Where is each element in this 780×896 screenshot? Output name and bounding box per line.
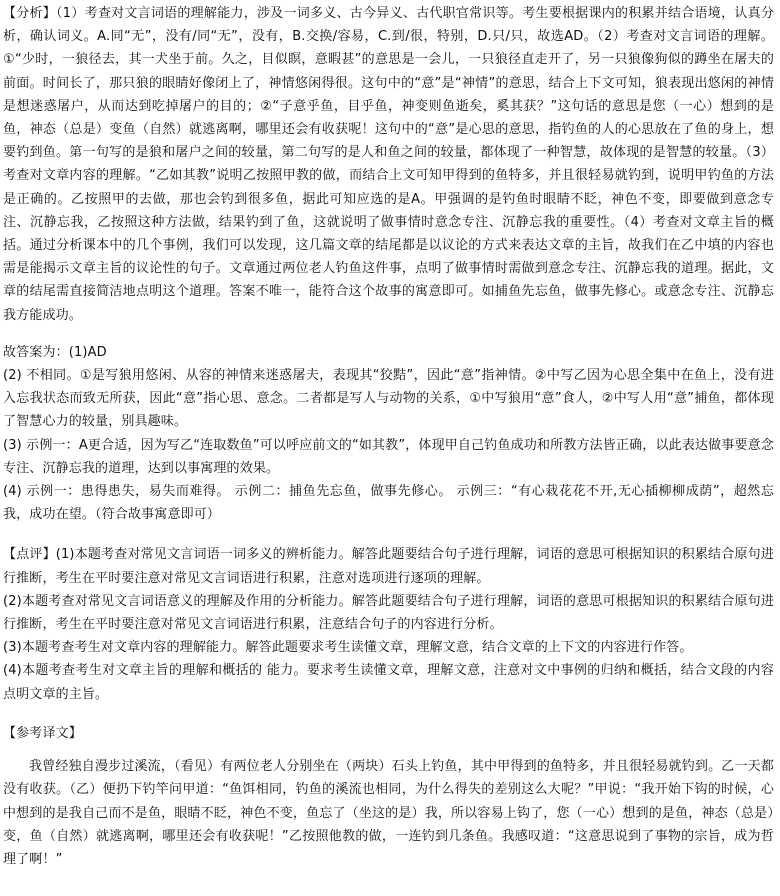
answer-part-4: (4) 示例一：患得患失，易失而难得。 示例二：捕鱼先忘鱼，做事先修心。 示例三：“有心栽花花不开,无心插柳柳成荫”，超然忘我，成功在望。（符合故事寓意即可） [3, 484, 774, 523]
answer-part-3: (3) 示例一：A更合适，因为写乙“连取数鱼”可以呼应前文的“如其教”，体现甲自己钓鱼成功和所教方法皆正确，以此表达做事要意念专注、沉静忘我的道理，达到以事寓理的效果。 [3, 437, 774, 476]
translation-heading: 【参考译文】 [3, 725, 82, 741]
answer-section [3, 341, 774, 527]
answer-summary: 故答案为：(1)AD [3, 344, 107, 360]
comment-part-4: (4)本题考查考生对文章主旨的理解和概括的 能力。要求考生读懂文章，理解文意，注意对文中事例的归纳和概括，结合文段的内容点明文章的主旨。 [3, 663, 774, 702]
comment-section [3, 543, 774, 705]
comment-part-2: (2)本题考查对常见文言词语意义的理解及作用的分析能力。解答此题要结合句子进行理解，词语的意思可根据知识的积累结合原句进行推断，考生在平时要注意对常见文言词语进行积累，注意结合句子的内容进行分析。 [3, 593, 774, 633]
translation-body: 我曾经独自漫步过溪流，（看见）有两位老人分别坐在（两块）石头上钓鱼，其中甲得到的鱼特多，并且很轻易就钓到。乙一天都没有收获。（乙）便扔下钓竿问甲道：“鱼饵相同，钓鱼的溪流也相同，为什么得失的差别这么大呢？”甲说：“我开始下钩的时候，心中想到的是我自己而不是鱼，眼睛不眨，神色不变，鱼忘了（坐这的是）我，所以容易上钩了，您（一心）想到的是鱼，神态（总是）变，鱼（自然）就逃离啊，哪里还会有收获呢！”乙按照他教的做，一连钓到几条鱼。我感叹道：“这意思说到了事物的宗旨，成为哲理了啊！” [3, 759, 774, 867]
translation-section [3, 722, 774, 871]
spacer [3, 327, 774, 341]
answer-part-2: (2) 不相同。①是写狼用悠闲、从容的神情来迷惑屠夫，表现其“狡黠”，因此“意”指神情。②中写乙因为心思全集中在鱼上，没有进入忘我状态而致无所获，因此“意”指心思、意念。二者都是写人与动物的关系，①中写狼用“意”食人，②中写人用“意”捕鱼，都体现了智慧心力的较量，别具趣味。 [3, 368, 774, 430]
analysis-paragraph: 【分析】（1）考查对文言词语的理解能力，涉及一词多义、古今异义、古代职官常识等。考生要根据课内的积累并结合语境，认真分析，确认词义。A.同“无”，没有/同“无”，没有，B.交换/容易，C.到/很，特别，D.只/只，故选AD。（2）考查对文言词语的理解。①“少时，一狼径去，其一犬坐于前。久之，目似瞑，意暇甚”的意思是一会儿，一只狼径直走开了，另一只狼像狗似的蹲坐在屠夫的前面。时间长了，那只狼的眼睛好像闭上了，神情悠闲得很。这句中的“意”是“神情”的意思，结合上下文可知，狼表现出悠闲的神情是想迷惑屠户，从而达到吃掉屠户的目的；②“子意乎鱼，目乎鱼，神变则鱼逝矣，奚其获？”这句话的意思是您（一心）想到的是鱼，神态（总是）变鱼（自然）就逃离啊，哪里还会有收获呢！这句中的“意”是心思的意思，指钓鱼的人的心思放在了鱼的身上，想要钓到鱼。第一句写的是狼和屠户之间的较量，第二句写的是人和鱼之间的较量，都体现了一种智慧，故体现的是智慧的较量。（3）考查对文章内容的理解。“乙如其教”说明乙按照甲教的做，而结合上文可知甲得到的鱼特多，并且很轻易就钓到，说明甲钓鱼的方法是正确的。乙按照甲的去做，那也会钓到很多鱼，据此可知应选的是A。甲强调的是钓鱼时眼睛不眨，神色不变，即要做到意念专注、沉静忘我，乙按照这种方法做，结果钓到了鱼，这就说明了做事情时意念专注、沉静忘我的重要性。（4）考查对文章主旨的概括。通过分析课本中的几个事例，我们可以发现，这几篇文章的结尾都是以议论的方式来表达文章的主旨，故我们在乙中填的内容也需是能揭示文章主旨的议论性的句子。文章通过两位老人钓鱼这件事，点明了做事情时需做到意念专注、沉静忘我的道理。据此，文章的结尾需直接简洁地点明这个道理。答案不唯一，能符合这个故事的寓意即可。如捕鱼先忘鱼，做事先修心。或意念专注、沉静忘我方能成功。 [3, 6, 774, 323]
comment-part-3: (3)本题考查考生对文章内容的理解能力。解答此题要求考生读懂文章，理解文意，结合文章的上下文的内容进行作答。 [3, 640, 693, 656]
spacer [3, 706, 774, 722]
comment-part-1: 【点评】(1)本题考查对常见文言词语一词多义的辨析能力。解答此题要结合句子进行理解，词语的意思可根据知识的积累结合原句进行推断，考生在平时要注意对常见文言词语进行积累，注意对选项进行逐项的理解。 [3, 547, 774, 586]
analysis-section [3, 2, 774, 327]
spacer [3, 745, 774, 755]
spacer [3, 526, 774, 543]
